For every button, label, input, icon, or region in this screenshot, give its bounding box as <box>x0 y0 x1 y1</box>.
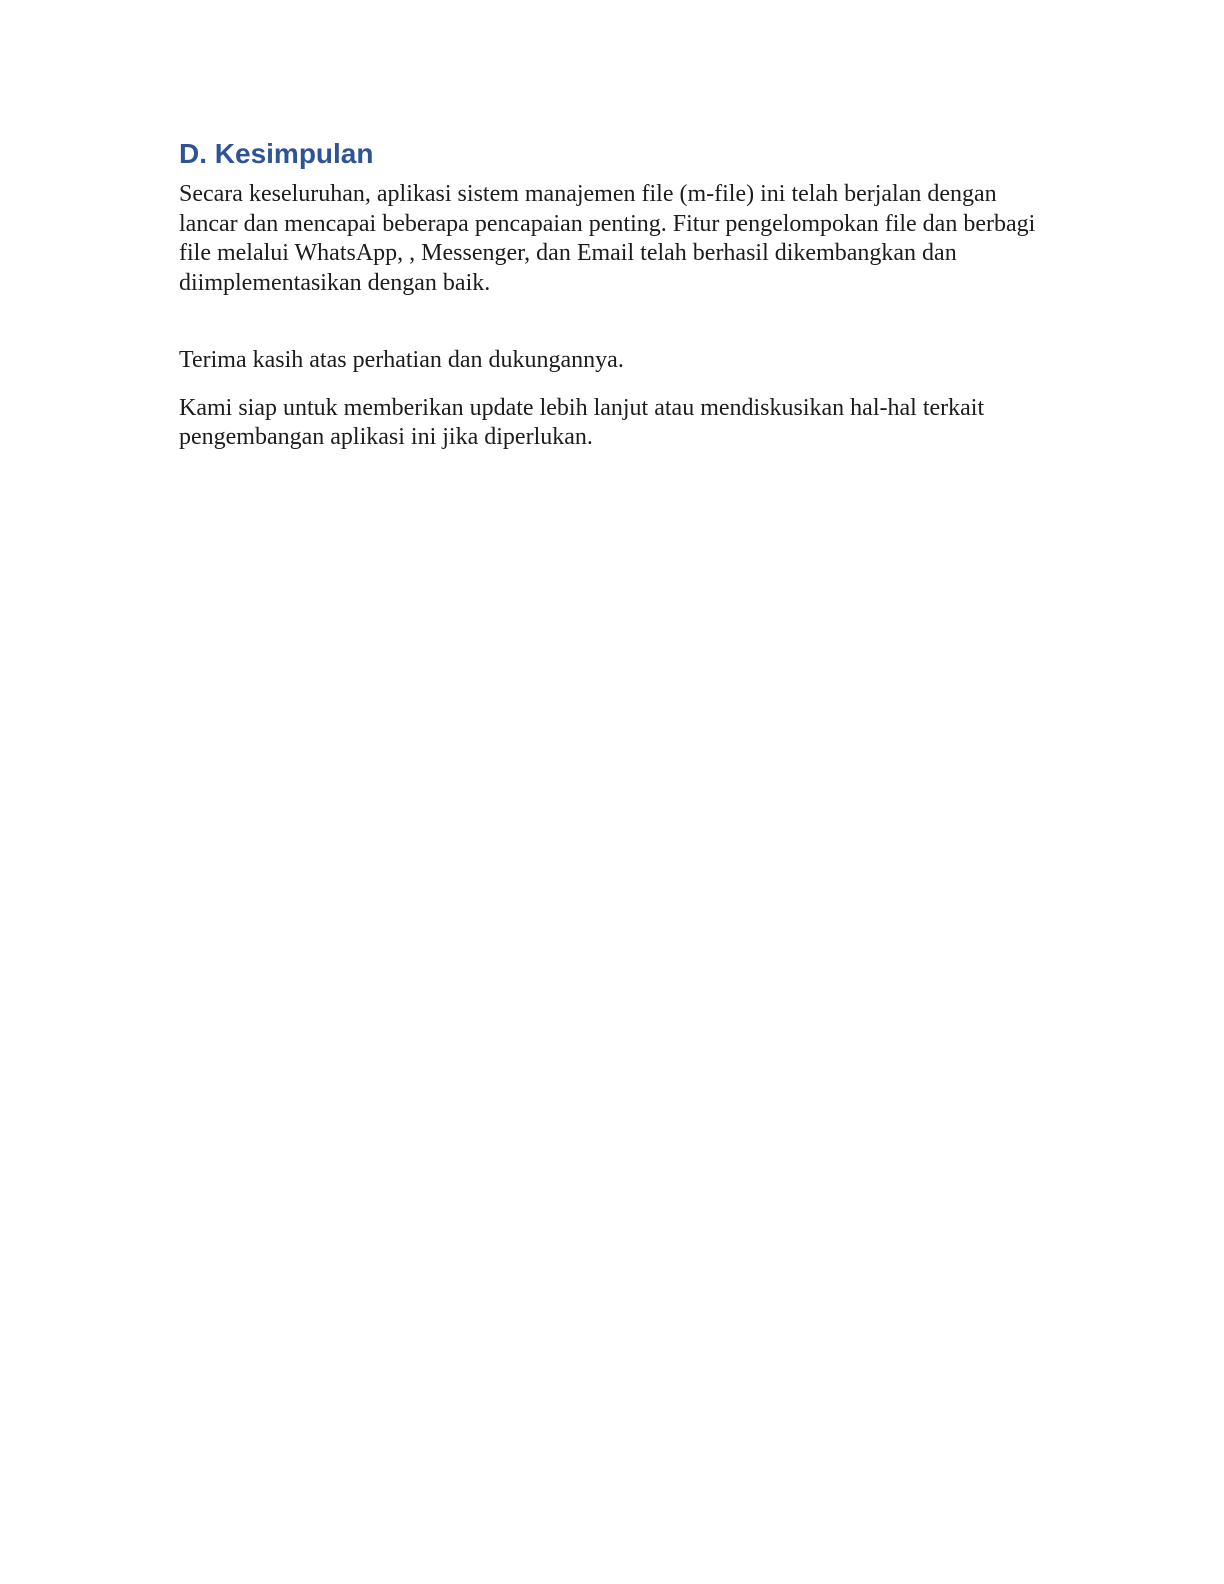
paragraph-followup: Kami siap untuk memberikan update lebih lanjut atau mendiskusikan hal-hal terkait pengembangan aplikasi ini jika diperlukan. <box>179 394 985 451</box>
paragraph-thanks: Terima kasih atas perhatian dan dukungannya. <box>179 347 624 374</box>
section-heading: D. Kesimpulan <box>179 138 374 169</box>
paragraph-summary: Secara keseluruhan, aplikasi sistem manajemen file (m-file) ini telah berjalan dengan lancar dan mencapai beberapa pencapaian penting. Fitur pengelompokan file dan berbagi file melalui WhatsApp, , Messenger, dan Email telah berhasil dikembangkan dan diimplementasikan dengan baik. <box>179 181 1036 296</box>
blank-line-spacer <box>179 316 1045 346</box>
document-content <box>179 138 1045 471</box>
